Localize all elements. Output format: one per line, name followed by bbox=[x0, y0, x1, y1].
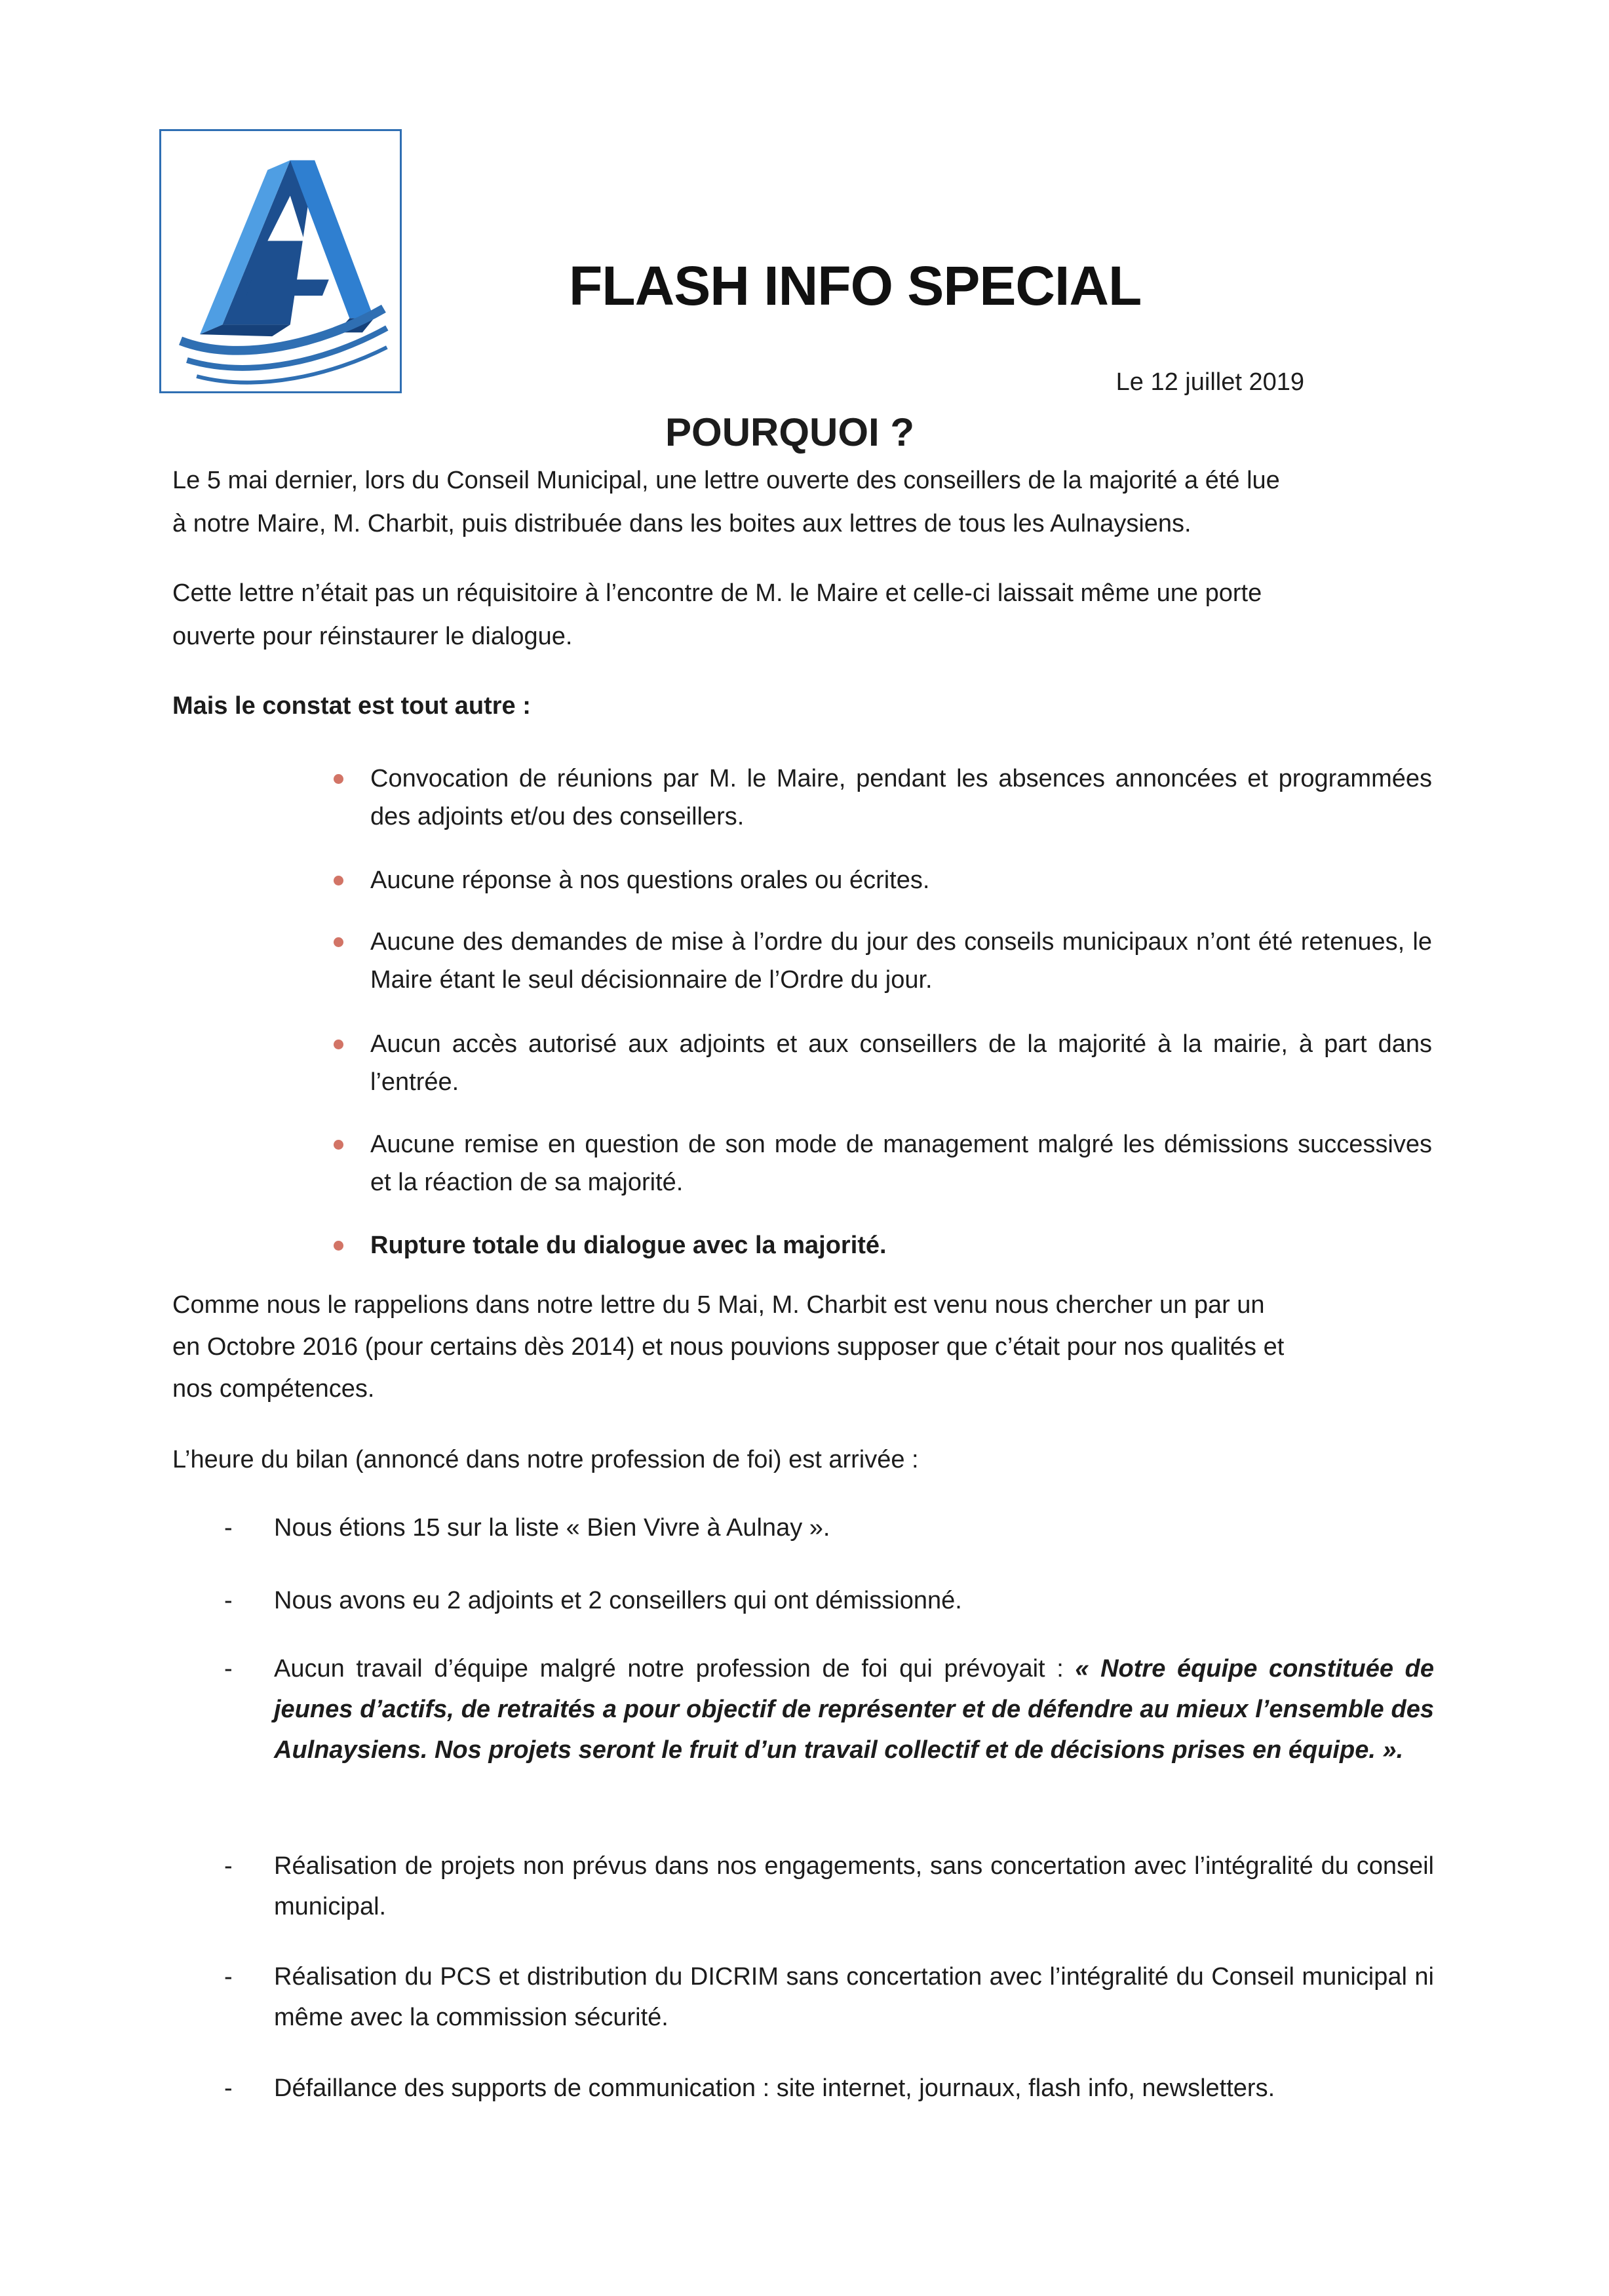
dash-text: Réalisation de projets non prévus dans nos engagements, sans concertation avec l’intégralité du conseil municipal. bbox=[274, 1852, 1434, 1920]
constat-heading bbox=[172, 686, 1431, 726]
list-item bbox=[224, 1580, 1434, 1621]
dash-marker: - bbox=[224, 1587, 233, 1614]
subtitle: POURQUOI ? bbox=[665, 410, 915, 454]
document-date: Le 12 juillet 2019 bbox=[1115, 368, 1304, 396]
page-title: FLASH INFO SPECIAL bbox=[569, 255, 1142, 317]
dash-marker: - bbox=[224, 1963, 233, 1991]
list-item: Rupture totale du dialogue avec la majorité. bbox=[370, 1226, 1432, 1264]
list-item bbox=[224, 1956, 1434, 2038]
dash-marker: - bbox=[224, 2074, 233, 2102]
list-item: Convocation de réunions par M. le Maire, pendant les absences annoncées et programmées des adjoints et/ou des conseillers. bbox=[370, 760, 1432, 836]
dash-marker: - bbox=[224, 1852, 233, 1880]
dash-text: Nous avons eu 2 adjoints et 2 conseillers qui ont démissionné. bbox=[274, 1587, 962, 1614]
rappel-line-3: nos compétences. bbox=[172, 1375, 375, 1403]
list-item bbox=[224, 1846, 1434, 1927]
list-item: Aucune remise en question de son mode de management malgré les démissions successives et la réaction de sa majorité. bbox=[370, 1125, 1432, 1201]
rappel-line-1: Comme nous le rappelions dans notre lettre du 5 Mai, M. Charbit est venu nous chercher un par un bbox=[172, 1291, 1265, 1319]
dash-marker: - bbox=[224, 1514, 233, 1542]
dash-marker: - bbox=[224, 1655, 233, 1683]
dash-text bbox=[274, 1648, 1434, 1770]
dash-text: Défaillance des supports de communication : site internet, journaux, flash info, newsletters. bbox=[274, 2074, 1275, 2102]
list-item bbox=[224, 1508, 1434, 1548]
intro-paragraph-2-line-1: Cette lettre n’était pas un réquisitoire à l’encontre de M. le Maire et celle-ci laissait même une porte bbox=[172, 579, 1262, 607]
intro-paragraph-2-line-2: ouverte pour réinstaurer le dialogue. bbox=[172, 623, 573, 650]
dash-text-plain: Aucun travail d’équipe malgré notre profession de foi qui prévoyait : bbox=[274, 1655, 1076, 1683]
list-item bbox=[224, 1648, 1434, 1770]
list-item: Aucune des demandes de mise à l’ordre du jour des conseils municipaux n’ont été retenues, le Maire étant le seul décisionnaire de l’Ordre du jour. bbox=[370, 923, 1432, 999]
logo bbox=[159, 129, 402, 393]
bilan-line: L’heure du bilan (annoncé dans notre profession de foi) est arrivée : bbox=[172, 1446, 919, 1473]
list-item: Aucun accès autorisé aux adjoints et aux conseillers de la majorité à la mairie, à part dans l’entrée. bbox=[370, 1025, 1432, 1101]
constat-text: Mais le constat est tout autre : bbox=[172, 692, 531, 720]
logo-a-icon bbox=[161, 131, 400, 391]
rappel-line-2: en Octobre 2016 (pour certains dès 2014) et nous pouvions supposer que c’était pour nos qualités et bbox=[172, 1333, 1285, 1361]
intro-paragraph-1-line-2: à notre Maire, M. Charbit, puis distribuée dans les boites aux lettres de tous les Aulnaysiens. bbox=[172, 510, 1192, 537]
dash-text: Réalisation du PCS et distribution du DICRIM sans concertation avec l’intégralité du Conseil municipal ni même avec la commission sécurité. bbox=[274, 1963, 1434, 2031]
intro-paragraph-1-line-1: Le 5 mai dernier, lors du Conseil Municipal, une lettre ouverte des conseillers de la majorité a été lue bbox=[172, 467, 1280, 494]
list-item: Aucune réponse à nos questions orales ou écrites. bbox=[370, 861, 1432, 899]
profession-de-foi-quote: « Notre équipe constituée de jeunes d’actifs, de retraités a pour objectif de représenter et de défendre au mieux l’ensemble des Aulnaysiens. Nos projets seront le fruit d’un travail collectif et de décisions prises en équipe. ». bbox=[274, 1655, 1434, 1764]
dash-text: Nous étions 15 sur la liste « Bien Vivre à Aulnay ». bbox=[274, 1514, 830, 1542]
list-item bbox=[224, 2068, 1434, 2109]
